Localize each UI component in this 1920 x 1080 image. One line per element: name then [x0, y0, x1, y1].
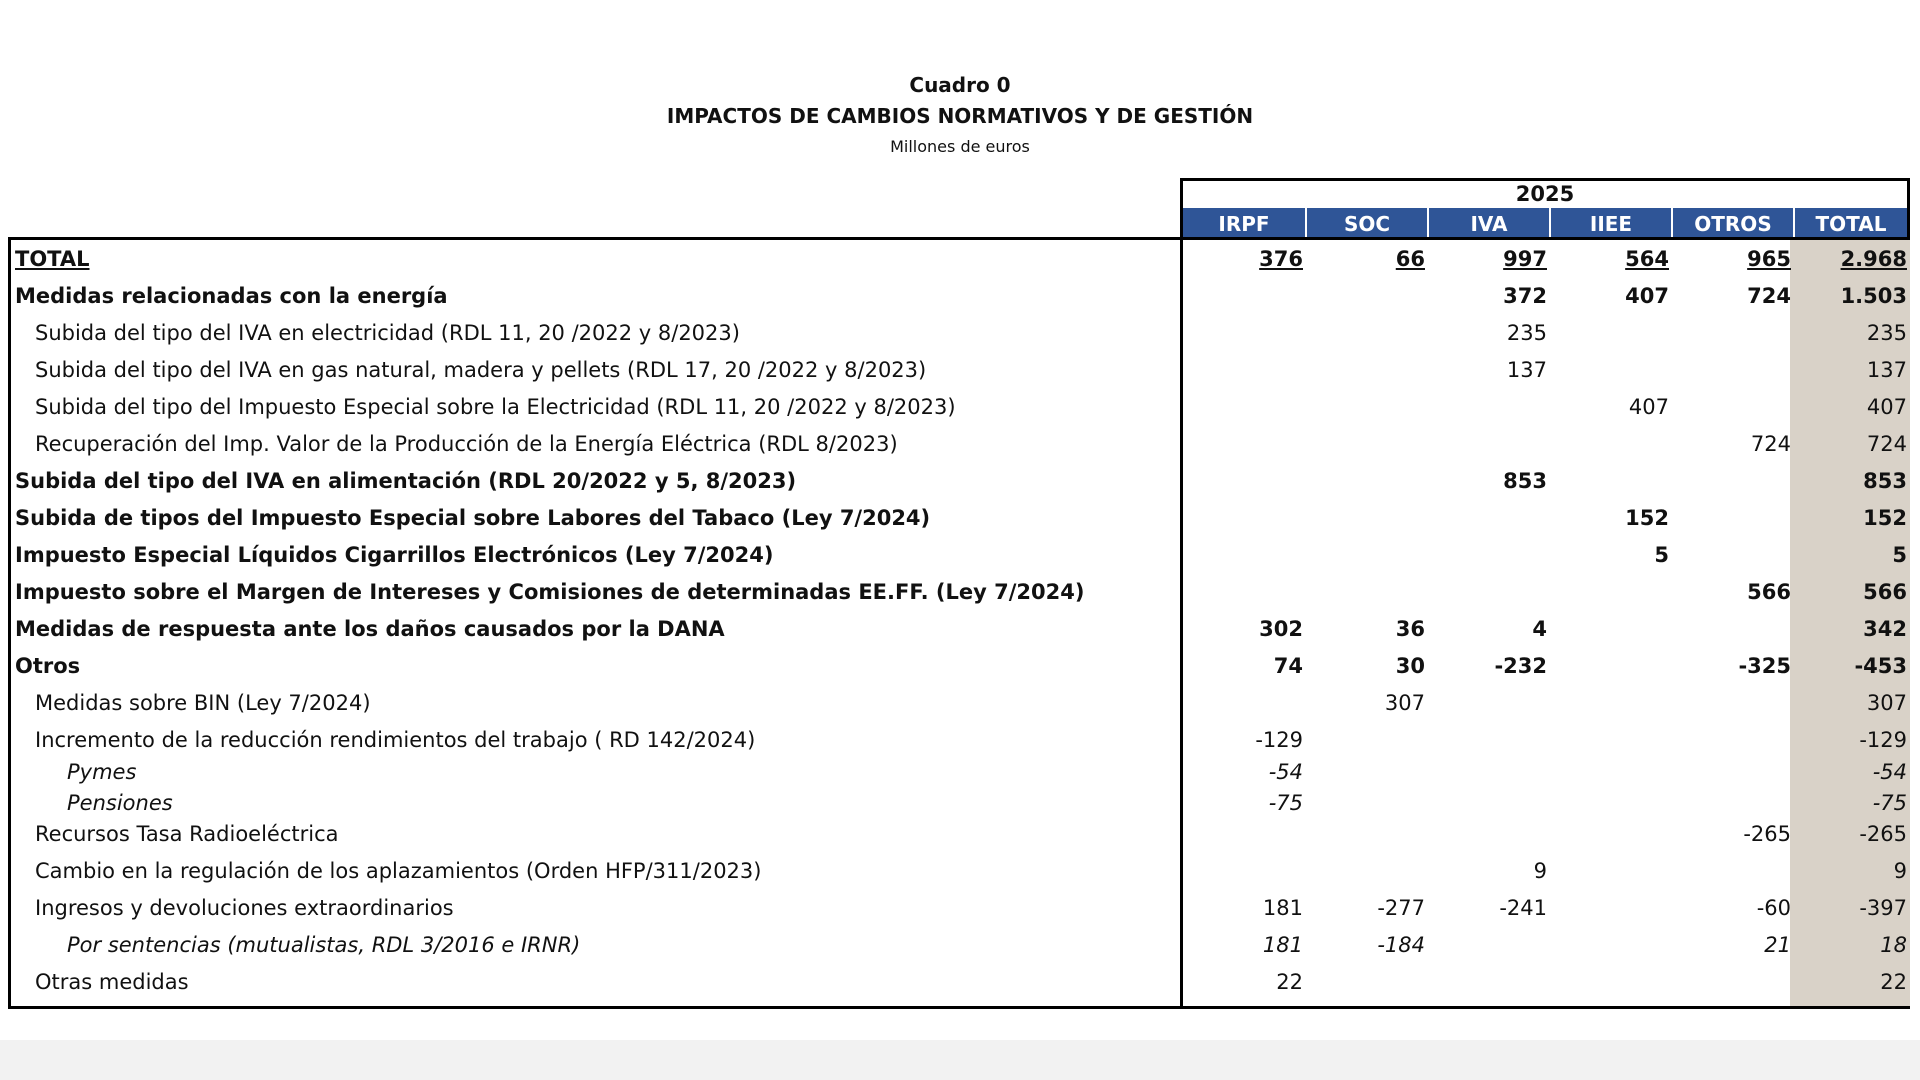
- cell-irpf: 181: [1262, 933, 1303, 957]
- row-label: Medidas de respuesta ante los daños causados por la DANA: [15, 617, 725, 641]
- cell-total: -75: [1872, 791, 1907, 815]
- table-row: [11, 614, 1907, 644]
- cell-total: 2.968: [1840, 247, 1907, 271]
- row-label: Subida del tipo del IVA en electricidad (RDL 11, 20 /2022 y 8/2023): [35, 321, 740, 345]
- cell-total: 152: [1863, 506, 1907, 530]
- cell-otros: 965: [1747, 247, 1791, 271]
- cell-soc: 66: [1395, 247, 1425, 271]
- column-header-iva: IVA: [1427, 208, 1549, 240]
- cell-irpf: 181: [1262, 896, 1303, 920]
- cell-total: -54: [1872, 760, 1907, 784]
- cell-iiee: 5: [1654, 543, 1669, 567]
- cell-iiee: 152: [1625, 506, 1669, 530]
- row-label: Medidas relacionadas con la energía: [15, 284, 448, 308]
- table-row: [11, 318, 1907, 348]
- year-header: 2025: [1515, 182, 1575, 206]
- table-row: [11, 577, 1907, 607]
- table-row: [11, 429, 1907, 459]
- row-label: Medidas sobre BIN (Ley 7/2024): [35, 691, 371, 715]
- column-header-box: [1180, 178, 1910, 237]
- row-label: Ingresos y devoluciones extraordinarios: [35, 896, 454, 920]
- cell-otros: 724: [1747, 284, 1791, 308]
- column-header-soc: SOC: [1305, 208, 1427, 240]
- table-row: [11, 725, 1907, 755]
- cell-iiee: 407: [1628, 395, 1669, 419]
- cell-otros: -60: [1756, 896, 1791, 920]
- cell-irpf: -54: [1268, 760, 1303, 784]
- bottom-strip: [0, 1040, 1920, 1080]
- cell-soc: 307: [1384, 691, 1425, 715]
- cell-otros: -325: [1738, 654, 1791, 678]
- cell-iiee: 407: [1625, 284, 1669, 308]
- cell-soc: 36: [1395, 617, 1425, 641]
- cell-total: 235: [1866, 321, 1907, 345]
- cell-total: 342: [1863, 617, 1907, 641]
- table-row: [11, 540, 1907, 570]
- row-label: Por sentencias (mutualistas, RDL 3/2016 e IRNR): [67, 933, 581, 957]
- cell-total: 18: [1880, 933, 1907, 957]
- cell-soc: 30: [1395, 654, 1425, 678]
- data-table: [8, 237, 1910, 1009]
- row-label: Recuperación del Imp. Valor de la Producción de la Energía Eléctrica (RDL 8/2023): [35, 432, 898, 456]
- row-label: Otros: [15, 654, 81, 678]
- row-label: Subida del tipo del IVA en gas natural, madera y pellets (RDL 17, 20 /2022 y 8/2023): [35, 358, 927, 382]
- table-row: [11, 757, 1907, 787]
- cell-total: 307: [1866, 691, 1907, 715]
- table-row: [11, 688, 1907, 718]
- cell-iva: 372: [1503, 284, 1547, 308]
- table-row: [11, 244, 1907, 274]
- cell-total: 724: [1866, 432, 1907, 456]
- cell-total: 137: [1866, 358, 1907, 382]
- cell-irpf: 376: [1259, 247, 1303, 271]
- cell-iva: 9: [1533, 859, 1547, 883]
- cell-otros: -265: [1743, 822, 1791, 846]
- table-row: [11, 355, 1907, 385]
- table-number: Cuadro 0: [909, 73, 1011, 97]
- row-label: Subida del tipo del IVA en alimentación (RDL 20/2022 y 5, 8/2023): [15, 469, 797, 493]
- cell-soc: -184: [1377, 933, 1425, 957]
- row-label: Impuesto Especial Líquidos Cigarrillos Electrónicos (Ley 7/2024): [15, 543, 774, 567]
- row-label: TOTAL: [15, 247, 90, 271]
- table-row: [11, 788, 1907, 818]
- cell-total: 853: [1863, 469, 1907, 493]
- row-label: Pensiones: [67, 791, 173, 815]
- row-label: Subida del tipo del Impuesto Especial sobre la Electricidad (RDL 11, 20 /2022 y 8/2023): [35, 395, 956, 419]
- cell-total: 1.503: [1840, 284, 1907, 308]
- table-title: IMPACTOS DE CAMBIOS NORMATIVOS Y DE GESTIÓN: [666, 104, 1254, 128]
- cell-total: -265: [1859, 822, 1907, 846]
- cell-total: 566: [1863, 580, 1907, 604]
- cell-irpf: -75: [1268, 791, 1303, 815]
- cell-iva: 853: [1503, 469, 1547, 493]
- table-units: Millones de euros: [890, 137, 1030, 156]
- cell-otros: 566: [1747, 580, 1791, 604]
- cell-total: -397: [1859, 896, 1907, 920]
- table-row: [11, 930, 1907, 960]
- row-label: Cambio en la regulación de los aplazamientos (Orden HFP/311/2023): [35, 859, 762, 883]
- cell-iva: -232: [1494, 654, 1547, 678]
- cell-total: 407: [1866, 395, 1907, 419]
- row-label: Subida de tipos del Impuesto Especial sobre Labores del Tabaco (Ley 7/2024): [15, 506, 931, 530]
- cell-soc: -277: [1377, 896, 1425, 920]
- table-row: [11, 819, 1907, 849]
- cell-otros: 21: [1764, 933, 1791, 957]
- table-row: [11, 392, 1907, 422]
- column-header-iiee: IIEE: [1549, 208, 1671, 240]
- cell-iva: 235: [1506, 321, 1547, 345]
- column-headers: [1183, 208, 1907, 240]
- table-title-block: [0, 70, 1920, 162]
- table-row: [11, 893, 1907, 923]
- cell-total: -129: [1859, 728, 1907, 752]
- cell-irpf: 22: [1276, 970, 1303, 994]
- cell-irpf: 302: [1259, 617, 1303, 641]
- cell-total: 9: [1893, 859, 1907, 883]
- cell-iiee: 564: [1625, 247, 1669, 271]
- cell-iva: 997: [1503, 247, 1547, 271]
- cell-total: 22: [1880, 970, 1907, 994]
- cell-otros: 724: [1750, 432, 1791, 456]
- cell-iva: -241: [1499, 896, 1547, 920]
- row-label: Incremento de la reducción rendimientos del trabajo ( RD 142/2024): [35, 728, 756, 752]
- table-row: [11, 967, 1907, 997]
- cell-irpf: -129: [1255, 728, 1303, 752]
- table-row: [11, 281, 1907, 311]
- cell-irpf: 74: [1273, 654, 1303, 678]
- cell-total: -453: [1854, 654, 1907, 678]
- cell-iva: 137: [1506, 358, 1547, 382]
- column-header-otros: OTROS: [1671, 208, 1793, 240]
- cell-total: 5: [1892, 543, 1907, 567]
- column-header-total: TOTAL: [1793, 208, 1907, 240]
- row-label: Otras medidas: [35, 970, 189, 994]
- table-row: [11, 856, 1907, 886]
- row-label: Pymes: [67, 760, 137, 784]
- cell-iva: 4: [1532, 617, 1547, 641]
- table-row: [11, 503, 1907, 533]
- table-row: [11, 466, 1907, 496]
- table-row: [11, 651, 1907, 681]
- row-label: Recursos Tasa Radioeléctrica: [35, 822, 339, 846]
- row-label: Impuesto sobre el Margen de Intereses y Comisiones de determinadas EE.FF. (Ley 7/2024): [15, 580, 1085, 604]
- column-header-irpf: IRPF: [1218, 212, 1270, 236]
